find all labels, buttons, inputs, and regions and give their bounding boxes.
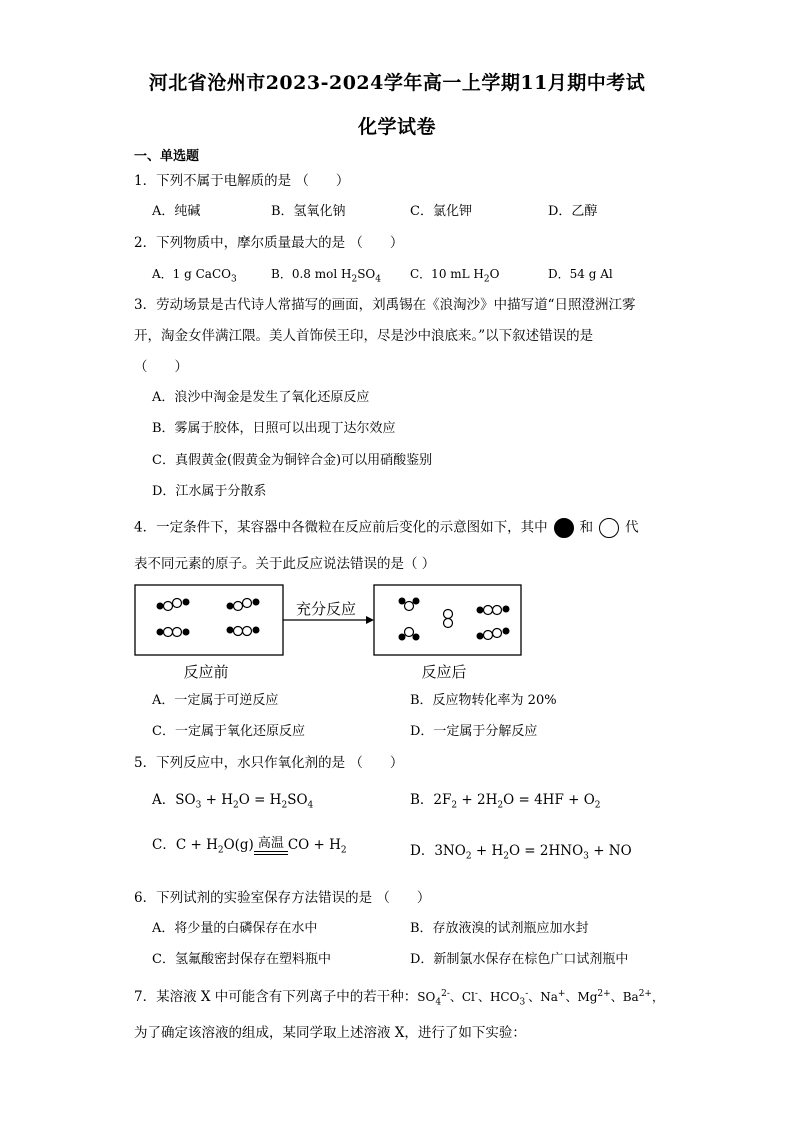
- q3-option-b: B．雾属于胶体，日照可以出现丁达尔效应: [152, 421, 396, 436]
- q2-stem: 2．下列物质中，摩尔质量最大的是 （ ）: [134, 235, 404, 251]
- section-heading: 一、单选题: [134, 149, 200, 164]
- after-o2: [444, 610, 453, 628]
- q4-option-d: D．一定属于分解反应: [410, 724, 538, 739]
- q2-option-d: D．54 g Al: [548, 267, 613, 281]
- q4-stem-line2: 表不同元素的原子。关于此反应说法错误的是（ ）: [134, 556, 436, 572]
- q3-option-d: D．江水属于分散系: [152, 484, 267, 499]
- q5-option-b: B．$2F_2 + 2H_2O = 4HF + O_2$: [410, 792, 601, 811]
- q3-option-a: A．浪沙中淘金是发生了氧化还原反应: [152, 390, 370, 405]
- before-label: 反应前: [183, 663, 229, 681]
- q2-option-b: B．0.8 mol $H_2SO_4$: [271, 267, 381, 285]
- arrow-head: [366, 616, 374, 624]
- q6-option-d: D．新制氯水保存在棕色广口试剂瓶中: [410, 952, 629, 967]
- exam-subtitle: 化学试卷: [357, 116, 436, 138]
- q3-stem-line1: 3．劳动场景是古代诗人常描写的画面，刘禹锡在《浪淘沙》中描写道“日照澄洲江雾: [134, 297, 636, 313]
- q4-option-a: A．一定属于可逆反应: [152, 693, 279, 708]
- after-molecule: [477, 628, 510, 640]
- q7-stem-line1: 7．某溶液 X 中可能含有下列离子中的若干种：$SO_4^{2-}$、Cl-、$HCO_3^-$、Na+、$Mg^{2+}$、$Ba^{2+}$，: [134, 989, 664, 1008]
- arrow-label: 充分反应: [295, 600, 357, 618]
- after-product: [399, 598, 420, 611]
- after-label: 反应后: [421, 663, 467, 681]
- q5-stem: 5．下列反应中，水只作氧化剂的是 （ ）: [134, 755, 404, 771]
- q2-option-a: A．1 g CaCO$_3$: [152, 267, 237, 285]
- q7-stem-line2: 为了确定该溶液的组成，某同学取上述溶液 X，进行了如下实验：: [134, 1025, 526, 1041]
- before-box: [135, 585, 283, 655]
- before-molecule: [157, 628, 190, 637]
- q3-option-c: C．真假黄金(假黄金为铜锌合金)可以用硝酸鉴别: [152, 453, 433, 468]
- q3-stem-line3: （ ）: [134, 359, 188, 375]
- q5-option-d: D．$3NO_2 + H_2O = 2HNO_3$ + NO: [410, 843, 632, 862]
- q5-option-c: C．$C + H_2O(g)$ 高温 CO + $H_2$: [152, 835, 347, 856]
- q1-option-c: C．氯化钾: [410, 204, 472, 219]
- q6-option-a: A．将少量的白磷保存在水中: [152, 921, 318, 936]
- q4-option-c: C．一定属于氧化还原反应: [152, 724, 305, 739]
- q3-stem-line2: 开，淘金女伴满江隈。美人首饰侯王印，尽是沙中浪底来。”以下叙述错误的是: [134, 328, 594, 344]
- white-atom-icon: [599, 518, 619, 538]
- q6-stem: 6．下列试剂的实验室保存方法错误的是 （ ）: [134, 890, 431, 906]
- q6-option-b: B．存放液溴的试剂瓶应加水封: [410, 921, 589, 936]
- black-atom-icon: [554, 518, 574, 538]
- q1-option-a: A．纯碱: [152, 204, 201, 219]
- q1-option-d: D．乙醇: [548, 204, 598, 219]
- before-molecule: [157, 599, 190, 611]
- q5-option-a: A．$SO_3 + H_2O = H_2SO_4$: [152, 792, 314, 811]
- before-molecule: [227, 627, 260, 636]
- q2-option-c: C．10 mL $H_2O$: [410, 267, 500, 285]
- after-molecule: [477, 606, 510, 615]
- q4-option-b: B．反应物转化率为 20%: [410, 693, 557, 708]
- exam-title: 河北省沧州市2023-2024学年高一上学期11月期中考试: [148, 72, 646, 94]
- q4-stem-line1: 4．一定条件下，某容器中各微粒在反应前后变化的示意图如下，其中 和 代: [134, 518, 639, 538]
- reaction-condition: 高温: [254, 837, 288, 855]
- q1-option-b: B．氢氧化钠: [271, 204, 346, 219]
- before-molecule: [227, 599, 260, 611]
- q1-stem: 1．下列不属于电解质的是 （ ）: [134, 173, 350, 189]
- after-product: [399, 628, 420, 641]
- reaction-diagram: [134, 584, 524, 684]
- q6-option-c: C．氢氟酸密封保存在塑料瓶中: [152, 952, 331, 967]
